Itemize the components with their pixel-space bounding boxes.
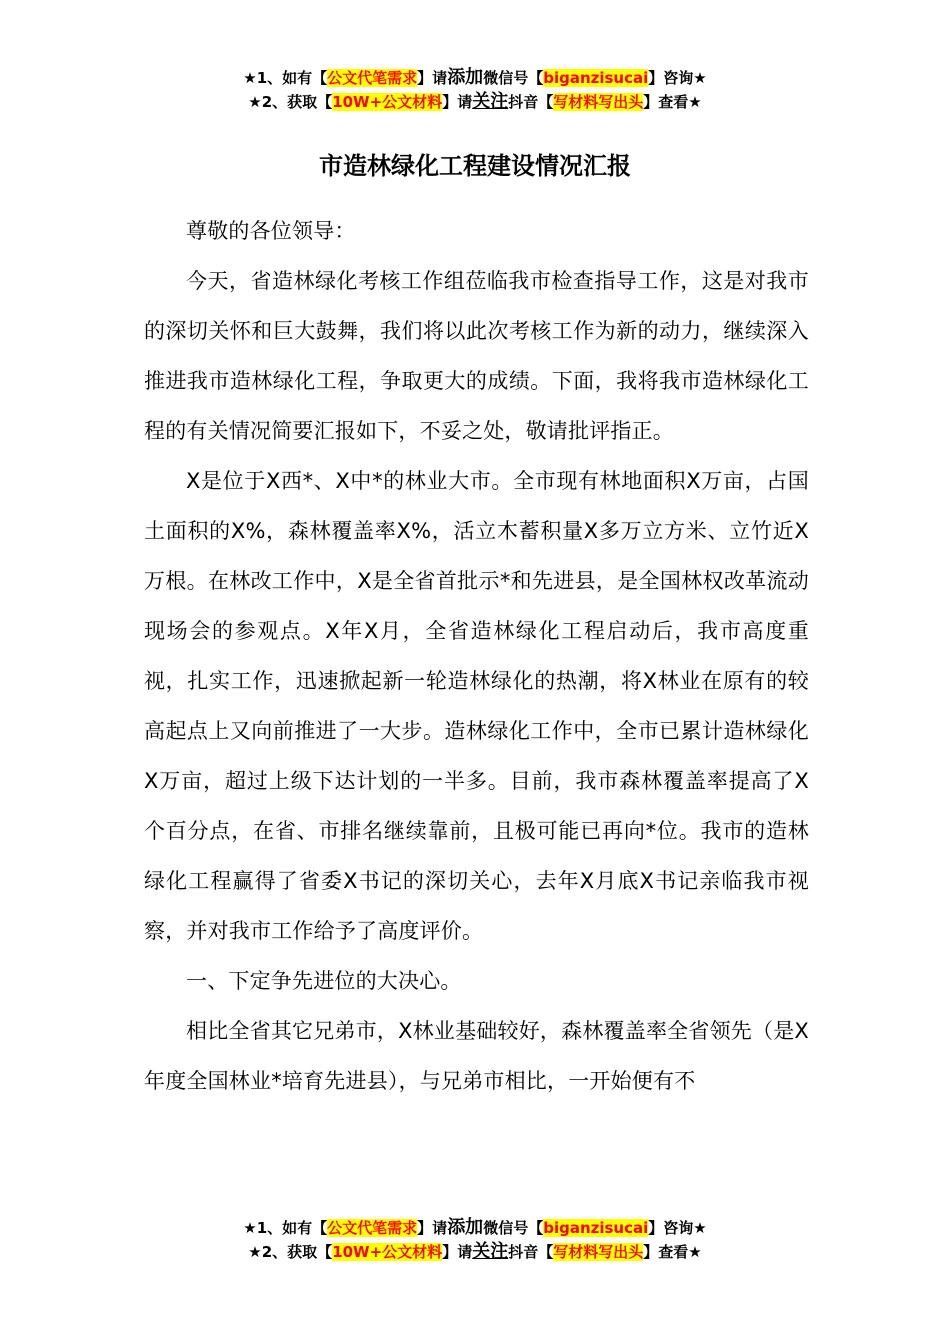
promo-highlight-wechat-id: biganzisucai (543, 1219, 649, 1237)
section-heading-1: 一、下定争先进位的大决心。 (186, 969, 462, 993)
top-promo-banner (0, 66, 950, 114)
promo-highlight-service: 公文代笔需求 (327, 1219, 418, 1237)
section-paragraph-1: 相比全省其它兄弟市，X林业基础较好，森林覆盖率全省领先（是X年度全国林业*培育先进县），与兄弟市相比，一开始便有不 (144, 1019, 809, 1093)
bottom-promo-banner (0, 1216, 950, 1264)
intro-paragraph: 今天，省造林绿化考核工作组莅临我市检查指导工作，这是对我市的深切关怀和巨大鼓舞，我们将以此次考核工作为新的动力，继续深入推进我市造林绿化工程，争取更大的成绩。下面，我将我市造林绿化工程的有关情况简要汇报如下，不妥之处，敬请批评指正。 (144, 269, 809, 443)
overview-paragraph: X是位于X西*、X中*的林业大市。全市现有林地面积X万亩，占国土面积的X%，森林覆盖率X%，活立木蓄积量X多万立方米、立竹近X万根。在林改工作中，X是全省首批示*和先进县，是全国林权改革流动现场会的参观点。X年X月，全省造林绿化工程启动后，我市高度重视，扎实工作，迅速掀起新一轮造林绿化的热潮，将X林业在原有的较高起点上又向前推进了一大步。造林绿化工作中，全市已累计造林绿化X万亩，超过上级下达计划的一半多。目前，我市森林覆盖率提高了X个百分点，在省、市排名继续靠前，且极可能已再向*位。我市的造林绿化工程赢得了省委X书记的深切关心，去年X月底X书记亲临我市视察，并对我市工作给予了高度评价。 (144, 469, 809, 943)
promo-line-1: ★1、如有【公文代笔需求】请添加微信号【biganzisucai】咨询★ (243, 67, 707, 88)
promo-line-1: ★1、如有【公文代笔需求】请添加微信号【biganzisucai】咨询★ (243, 1217, 707, 1238)
promo-highlight-douyin: 写材料写出头 (553, 1243, 644, 1261)
promo-highlight-service: 公文代笔需求 (327, 69, 418, 87)
promo-line-2: ★2、获取【10W+公文材料】请关注抖音【写材料写出头】查看★ (248, 1241, 702, 1262)
promo-highlight-materials: 10W+公文材料 (332, 93, 443, 111)
promo-highlight-douyin: 写材料写出头 (553, 93, 644, 111)
document-body (144, 206, 809, 1106)
salutation-paragraph: 尊敬的各位领导： (186, 219, 356, 243)
promo-line-2: ★2、获取【10W+公文材料】请关注抖音【写材料写出头】查看★ (248, 91, 702, 112)
document-title: 市造林绿化工程建设情况汇报 (319, 152, 631, 180)
promo-highlight-wechat-id: biganzisucai (543, 69, 649, 87)
promo-highlight-materials: 10W+公文材料 (332, 1243, 443, 1261)
